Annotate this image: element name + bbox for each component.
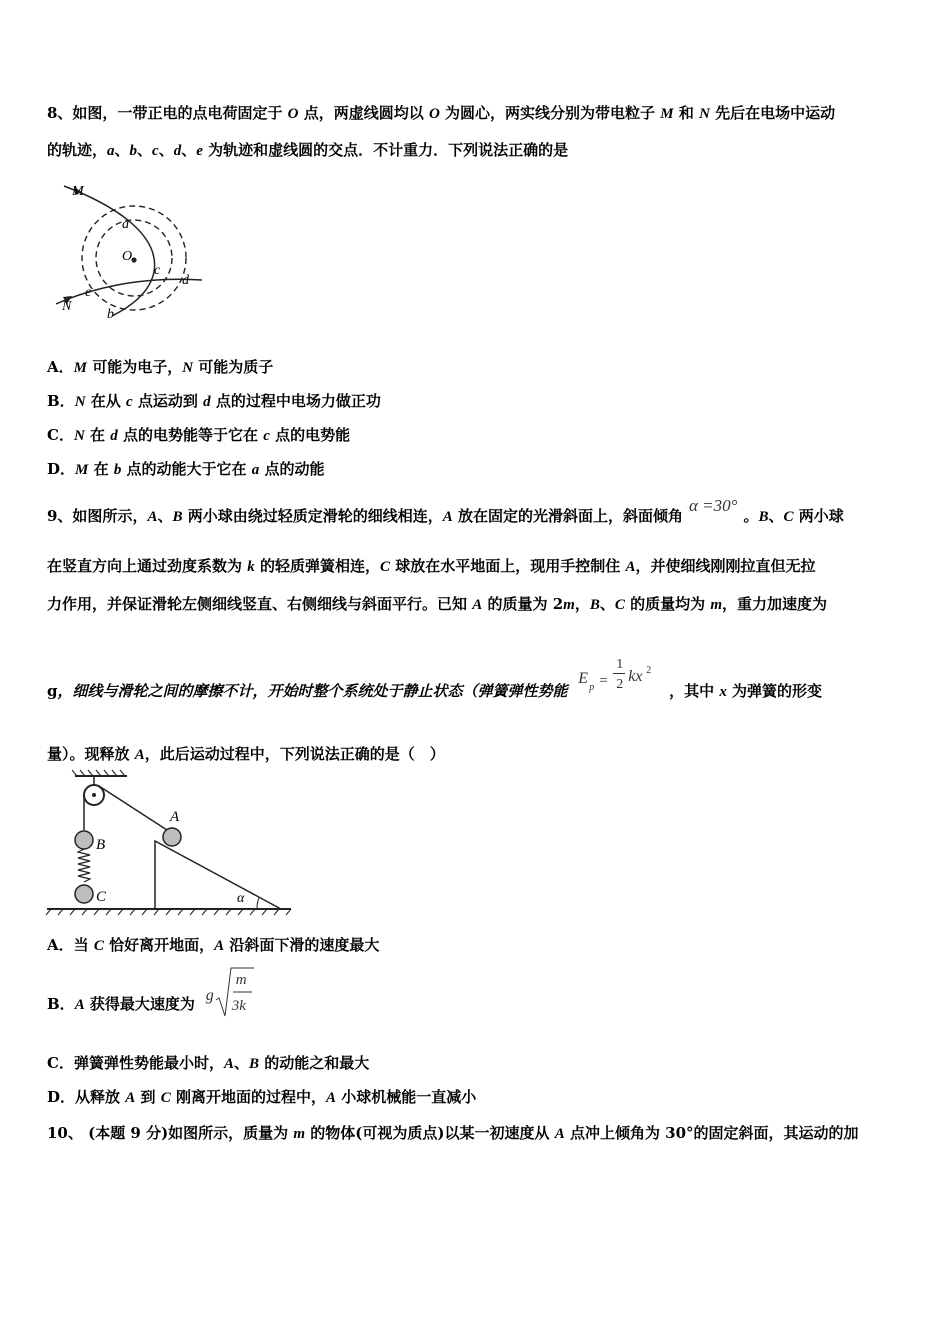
q8-option-c bbox=[47, 425, 350, 446]
q8-label-m: M bbox=[72, 184, 84, 199]
q9-option-b bbox=[47, 972, 256, 1015]
q9-angle-formula: α =30° bbox=[688, 496, 738, 515]
text-segment: C．弹簧弹性势能最小时， bbox=[47, 1054, 224, 1072]
q9-spring bbox=[78, 849, 90, 882]
text-segment: D． bbox=[47, 460, 76, 478]
variable: e bbox=[196, 143, 203, 159]
q9-line5 bbox=[47, 744, 445, 765]
variable: k bbox=[247, 559, 255, 575]
q9-figure bbox=[45, 768, 295, 916]
text-segment: 在竖直方向上通过劲度系数为 bbox=[47, 557, 248, 575]
text-segment: 的轻质弹簧相连， bbox=[254, 557, 380, 575]
text-segment: 可能为质子 bbox=[193, 358, 274, 376]
variable: A bbox=[223, 1056, 234, 1072]
variable: O bbox=[428, 106, 440, 122]
variable: B bbox=[172, 509, 183, 525]
text-segment: 球放在水平地面上，现用手控制住 bbox=[389, 557, 626, 575]
variable: B bbox=[758, 509, 769, 525]
text-segment: 获得最大速度为 bbox=[84, 995, 195, 1013]
text-segment: 刚离开地面的过程中， bbox=[170, 1088, 326, 1106]
text-segment: 到 bbox=[135, 1088, 161, 1106]
variable: A bbox=[134, 747, 145, 763]
variable: B bbox=[248, 1056, 259, 1072]
variable: A bbox=[325, 1090, 336, 1106]
q8-option-a bbox=[47, 357, 273, 378]
q8-label-c: c bbox=[154, 263, 161, 278]
variable: ，细线与滑轮之间的摩擦不计，开始时整个系统处于静止状态（弹簧弹性势能 bbox=[57, 684, 568, 700]
variable: a bbox=[251, 462, 260, 478]
q8-stem-line1 bbox=[47, 103, 835, 124]
variable: N bbox=[182, 360, 194, 376]
text-segment: 、 bbox=[157, 507, 173, 525]
text-segment: 为圆心，两实线分别为带电粒子 bbox=[439, 104, 661, 122]
variable: C bbox=[93, 938, 104, 954]
text-segment: 点，两虚线圆均以 bbox=[298, 104, 429, 122]
text-segment: 两小球 bbox=[793, 507, 844, 525]
text-segment: 、 bbox=[233, 1054, 249, 1072]
text-segment: 点的电势能 bbox=[269, 426, 351, 444]
text-segment: 、 bbox=[768, 507, 784, 525]
text-segment: 的质量均为 bbox=[624, 595, 711, 613]
variable: O bbox=[287, 106, 299, 122]
variable: A bbox=[554, 1126, 565, 1142]
text-segment: A． bbox=[47, 358, 74, 376]
q9-label-b: B bbox=[96, 837, 106, 853]
q9-line3 bbox=[47, 594, 827, 615]
q9-vmax-formula: g m 3k bbox=[200, 994, 256, 1014]
variable: A bbox=[472, 597, 483, 613]
q9-angle-arc bbox=[257, 898, 259, 909]
text-segment: 点运动到 bbox=[132, 392, 204, 410]
q8-label-n: N bbox=[62, 299, 72, 314]
q9-option-a bbox=[47, 935, 379, 956]
variable: A bbox=[442, 509, 453, 525]
variable: a bbox=[107, 143, 115, 159]
variable: c bbox=[152, 143, 159, 159]
text-segment: 在 bbox=[88, 460, 114, 478]
q8-figure bbox=[52, 180, 202, 340]
text-segment: B． bbox=[47, 995, 75, 1013]
variable: c bbox=[263, 428, 270, 444]
q8-label-a: a bbox=[122, 217, 129, 232]
q9-incline bbox=[155, 841, 281, 909]
text-segment: 点的动能大于它在 bbox=[121, 460, 252, 478]
text-segment: 在 bbox=[84, 426, 111, 444]
q9-label-c: C bbox=[96, 889, 107, 905]
variable: B bbox=[589, 597, 600, 613]
text-segment: D．从释放 bbox=[47, 1088, 126, 1106]
variable: N bbox=[74, 394, 86, 410]
text-segment: 放在固定的光滑斜面上，斜面倾角 bbox=[452, 507, 683, 525]
text-segment: 、 bbox=[181, 141, 197, 159]
q9-line4 bbox=[47, 657, 823, 702]
text-segment: ，并使细线刚刚拉直但无拉 bbox=[635, 557, 816, 575]
q10-line1 bbox=[47, 1123, 859, 1144]
text-segment: 恰好离开地面， bbox=[103, 936, 215, 954]
text-segment: 的轨迹， bbox=[47, 141, 108, 159]
q9-ball-a bbox=[163, 828, 181, 846]
q8-trajectory-m bbox=[64, 186, 155, 316]
text-segment: ，此后运动过程中，下列说法正确的是（ ） bbox=[144, 745, 445, 763]
q8-stem-line2 bbox=[47, 140, 568, 161]
text-segment: 9、如图所示， bbox=[47, 507, 148, 525]
text-segment: ， bbox=[574, 595, 590, 613]
variable: m bbox=[563, 597, 575, 613]
text-segment: 、 bbox=[599, 595, 615, 613]
text-segment: ，其中 bbox=[669, 682, 720, 700]
text-segment: C． bbox=[47, 426, 74, 444]
text-segment: 10、 (本题 9 分)如图所示，质量为 bbox=[47, 1124, 294, 1142]
text-segment: 为弹簧的形变 bbox=[726, 682, 823, 700]
variable: M bbox=[660, 106, 674, 122]
text-segment: 点的动能 bbox=[259, 460, 325, 478]
text-segment: 量）。现释放 bbox=[47, 745, 135, 763]
text-segment: 先后在电场中运动 bbox=[709, 104, 836, 122]
text-segment: 8、如图，一带正电的点电荷固定于 bbox=[47, 104, 288, 122]
q8-label-o: O bbox=[122, 249, 133, 264]
q9-line1 bbox=[47, 496, 844, 527]
text-segment: 。 bbox=[743, 507, 759, 525]
q9-ball-c bbox=[75, 885, 93, 903]
variable: C bbox=[614, 597, 625, 613]
text-segment: 和 bbox=[673, 104, 700, 122]
text-segment: B． bbox=[47, 392, 75, 410]
text-segment: 为轨迹和虚线圆的交点．不计重力．下列说法正确的是 bbox=[202, 141, 569, 159]
variable: m bbox=[710, 597, 722, 613]
variable: A bbox=[147, 509, 158, 525]
text-segment: 两小球由绕过轻质定滑轮的细线相连， bbox=[182, 507, 443, 525]
text-segment: ，重力加速度为 bbox=[722, 595, 828, 613]
text-segment: 、 bbox=[114, 141, 130, 159]
variable: c bbox=[125, 394, 133, 410]
variable: M bbox=[73, 360, 87, 376]
text-segment: 点的电势能等于它在 bbox=[117, 426, 264, 444]
text-segment: 的质量为 2 bbox=[482, 595, 564, 613]
text-segment: 在从 bbox=[85, 392, 126, 410]
text-segment: 沿斜面下滑的速度最大 bbox=[224, 936, 380, 954]
text-segment: 小球机械能一直减小 bbox=[335, 1088, 477, 1106]
variable: C bbox=[160, 1090, 171, 1106]
q9-ep-formula: E p = 1 2 kx 2 bbox=[578, 657, 652, 693]
text-segment: 点的过程中电场力做正功 bbox=[210, 392, 381, 410]
variable: N bbox=[73, 428, 85, 444]
q9-line2 bbox=[47, 556, 815, 577]
variable: A bbox=[125, 1090, 136, 1106]
q8-label-e: e bbox=[85, 285, 92, 300]
variable: A bbox=[625, 559, 636, 575]
variable: C bbox=[783, 509, 794, 525]
variable: m bbox=[293, 1126, 306, 1142]
text-segment: 、 bbox=[137, 141, 153, 159]
q8-label-b: b bbox=[107, 307, 114, 322]
text-segment: 的物体(可视为质点)以某一初速度从 bbox=[305, 1124, 555, 1142]
text-segment: 、 bbox=[158, 141, 174, 159]
q8-charge-o bbox=[131, 257, 136, 262]
variable: d bbox=[173, 143, 182, 159]
q8-label-d: d bbox=[182, 273, 189, 288]
q9-option-c bbox=[47, 1053, 369, 1074]
variable: A bbox=[214, 938, 225, 954]
variable: x bbox=[719, 684, 727, 700]
text-segment: 的动能之和最大 bbox=[259, 1054, 370, 1072]
text-segment: 点冲上倾角为 30°的固定斜面，其运动的加 bbox=[564, 1124, 859, 1142]
variable: d bbox=[110, 428, 118, 444]
variable: b bbox=[129, 143, 138, 159]
q8-option-d bbox=[47, 459, 325, 480]
variable: d bbox=[203, 394, 211, 410]
q8-option-b bbox=[47, 391, 381, 412]
text-segment: 可能为电子， bbox=[86, 358, 183, 376]
q9-ball-b bbox=[75, 831, 93, 849]
variable: b bbox=[113, 462, 122, 478]
text-segment: A．当 bbox=[47, 936, 94, 954]
q9-label-alpha: α bbox=[237, 891, 245, 906]
variable: C bbox=[379, 559, 390, 575]
q9-string-incline bbox=[99, 786, 167, 830]
variable: A bbox=[74, 997, 85, 1013]
q9-label-a: A bbox=[170, 809, 180, 825]
q9-option-d bbox=[47, 1087, 476, 1108]
variable: M bbox=[75, 462, 89, 478]
text-segment: g bbox=[47, 682, 58, 700]
text-segment: 力作用，并保证滑轮左侧细线竖直、右侧细线与斜面平行。已知 bbox=[47, 595, 473, 613]
variable: N bbox=[699, 106, 710, 122]
